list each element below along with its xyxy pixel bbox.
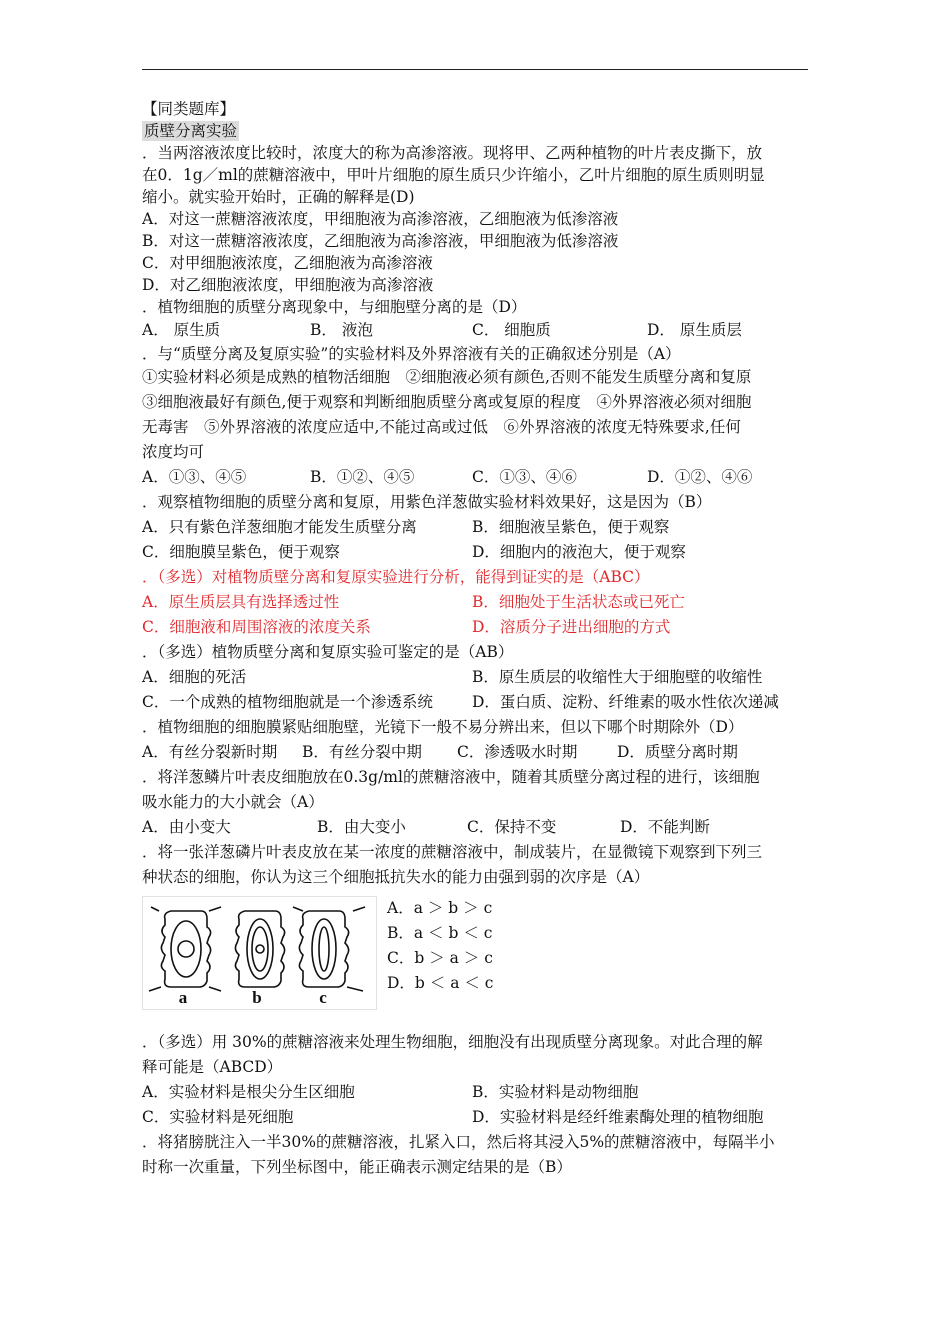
question-stem: ．与“质壁分离及复原实验”的实验材料及外界溶液有关的正确叙述分别是（A） (142, 345, 681, 363)
option-a: A．①③、④⑤ (142, 468, 247, 486)
options-row (142, 740, 812, 765)
option-a: A．对这一蔗糖溶液浓度，甲细胞液为高渗溶液，乙细胞液为低渗溶液 (142, 210, 619, 228)
question-1 (142, 142, 812, 296)
cell-a-membrane (171, 921, 201, 977)
cell-a-nucleus (178, 941, 194, 957)
option-b: B．a ＜ b ＜ c (387, 924, 493, 942)
cell-label-c: c (319, 988, 327, 1007)
cell-b-nucleus (256, 945, 264, 953)
option-d: D．细胞内的液泡大，便于观察 (472, 543, 686, 561)
option-c: C．对甲细胞液浓度，乙细胞液为高渗溶液 (142, 254, 433, 272)
option-c: C．细胞膜呈紫色，便于观察 (142, 543, 340, 561)
question-stem: ③细胞液最好有颜色,便于观察和判断细胞质壁分离或复原的程度 ④外界溶液必须对细胞 (142, 393, 752, 411)
question-3 (142, 343, 812, 490)
question-stem: ．将洋葱鳞片叶表皮细胞放在0.3g/ml的蔗糖溶液中，随着其质壁分离过程的进行，该细胞 (142, 768, 760, 786)
option-c: C．①③、④⑥ (472, 468, 577, 486)
question-8 (142, 765, 812, 840)
option-c: C．保持不变 (467, 818, 557, 836)
question-stem: 时称一次重量，下列坐标图中，能正确表示测定结果的是（B） (142, 1158, 572, 1176)
option-c: C．细胞液和周围溶液的浓度关系 (142, 618, 371, 636)
options-row (142, 690, 812, 715)
question-7 (142, 715, 812, 765)
question-stem: 在0．1g／ml的蔗糖溶液中，甲叶片细胞的原生质只少许缩小，乙叶片细胞的原生质则明显 (142, 166, 765, 184)
option-a: A．实验材料是根尖分生区细胞 (142, 1083, 355, 1101)
option-c: C． 细胞质 (472, 321, 551, 339)
document-body (142, 98, 812, 1180)
option-a: A．有丝分裂新时期 (142, 743, 278, 761)
option-d: D．不能判断 (620, 818, 710, 836)
cell-b-membrane (247, 919, 273, 979)
question-stem: ．将一张洋葱磷片叶表皮放在某一浓度的蔗糖溶液中，制成装片，在显微镜下观察到下列三 (142, 843, 763, 861)
option-d: D．b ＜ a ＜ c (387, 974, 494, 992)
options-row (142, 1080, 812, 1105)
header-rule (142, 69, 808, 70)
option-d: D．溶质分子进出细胞的方式 (472, 618, 671, 636)
options-row (142, 590, 812, 615)
question-5 (142, 565, 812, 640)
option-b: B．细胞处于生活状态或已死亡 (472, 593, 685, 611)
figure-options (387, 896, 493, 996)
options-row (142, 515, 812, 540)
option-b: B．有丝分裂中期 (302, 743, 422, 761)
question-stem: ．植物细胞的细胞膜紧贴细胞壁，光镜下一般不易分辨出来，但以下哪个时期除外（D） (142, 718, 744, 736)
options-row (142, 665, 812, 690)
section-title: 质壁分离实验 (144, 122, 238, 140)
option-b: B．对这一蔗糖溶液浓度，乙细胞液为高渗溶液，甲细胞液为低渗溶液 (142, 232, 619, 250)
option-d: D．蛋白质、淀粉、纤维素的吸水性依次递减 (472, 693, 779, 711)
cell-c-membrane (312, 919, 336, 979)
options-row (142, 815, 812, 840)
options-row (142, 540, 812, 565)
option-b: B．实验材料是动物细胞 (472, 1083, 639, 1101)
options-row (142, 465, 812, 490)
question-stem: ．植物细胞的质壁分离现象中，与细胞壁分离的是（D） (142, 298, 527, 316)
question-stem: ．（多选）植物质壁分离和复原实验可鉴定的是（AB） (142, 643, 514, 661)
option-d: D．实验材料是经纤维素酶处理的植物细胞 (472, 1108, 764, 1126)
question-stem: ①实验材料必须是成熟的植物活细胞 ②细胞液必须有颜色,否则不能发生质壁分离和复原 (142, 368, 752, 386)
option-d: D． 原生质层 (647, 321, 742, 339)
option-b: B．①②、④⑤ (310, 468, 415, 486)
question-stem: ．观察植物细胞的质壁分离和复原，用紫色洋葱做实验材料效果好，这是因为（B） (142, 493, 712, 511)
question-2 (142, 296, 812, 343)
question-4 (142, 490, 812, 565)
option-a: A． 原生质 (142, 321, 221, 339)
bank-title: 【同类题库】 (142, 100, 236, 118)
question-stem: 种状态的细胞，你认为这三个细胞抵抗失水的能力由强到弱的次序是（A） (142, 868, 650, 886)
question-stem: ．（多选）对植物质壁分离和复原实验进行分析，能得到证实的是（ABC） (142, 568, 650, 586)
option-b: B．细胞液呈紫色，便于观察 (472, 518, 670, 536)
cell-label-a: a (178, 988, 188, 1007)
plasmolysis-cells-diagram (143, 897, 376, 1009)
question-stem: 释可能是（ABCD） (142, 1058, 283, 1076)
cell-label-b: b (252, 988, 262, 1007)
question-10 (142, 1030, 812, 1130)
option-c: C．渗透吸水时期 (457, 743, 578, 761)
option-c: C．一个成熟的植物细胞就是一个渗透系统 (142, 693, 433, 711)
options-row (142, 318, 812, 343)
question-stem: ．（多选）用 30%的蔗糖溶液来处理生物细胞，细胞没有出现质壁分离现象。对此合理的解 (142, 1033, 763, 1051)
question-stem: 缩小。就实验开始时，正确的解释是(D) (142, 188, 415, 206)
option-a: A．由小变大 (142, 818, 231, 836)
cell-c-wall (299, 911, 348, 987)
option-d: D．质壁分离时期 (617, 743, 738, 761)
cell-figure (142, 896, 377, 1010)
option-a: A．原生质层具有选择透过性 (142, 593, 340, 611)
option-a: A．只有紫色洋葱细胞才能发生质壁分离 (142, 518, 417, 536)
options-row (142, 615, 812, 640)
options-row (142, 1105, 812, 1130)
option-a: A．a ＞ b ＞ c (387, 899, 493, 917)
option-d: D．对乙细胞液浓度，甲细胞液为高渗溶液 (142, 276, 434, 294)
option-d: D．①②、④⑥ (647, 468, 753, 486)
figure-row (142, 896, 812, 1016)
option-a: A．细胞的死活 (142, 668, 247, 686)
cell-a-wall (161, 911, 210, 987)
question-stem: ．将猪膀胱注入一半30%的蔗糖溶液，扎紧入口，然后将其浸入5%的蔗糖溶液中，每隔半小 (142, 1133, 775, 1151)
option-c: C．b ＞ a ＞ c (387, 949, 493, 967)
question-stem: 浓度均可 (142, 443, 205, 461)
question-6 (142, 640, 812, 715)
option-c: C．实验材料是死细胞 (142, 1108, 294, 1126)
question-stem: 无毒害 ⑤外界溶液的浓度应适中,不能过高或过低 ⑥外界溶液的浓度无特殊要求,任何 (142, 418, 741, 436)
question-9 (142, 840, 812, 1016)
option-b: B．由大变小 (317, 818, 406, 836)
question-stem: 吸水能力的大小就会（A） (142, 793, 324, 811)
question-stem: ．当两溶液浓度比较时，浓度大的称为高渗溶液。现将甲、乙两种植物的叶片表皮撕下，放 (142, 144, 763, 162)
option-b: B．原生质层的收缩性大于细胞壁的收缩性 (472, 668, 763, 686)
option-b: B． 液泡 (310, 321, 373, 339)
cell-b-wall (235, 911, 284, 987)
question-11 (142, 1130, 812, 1180)
